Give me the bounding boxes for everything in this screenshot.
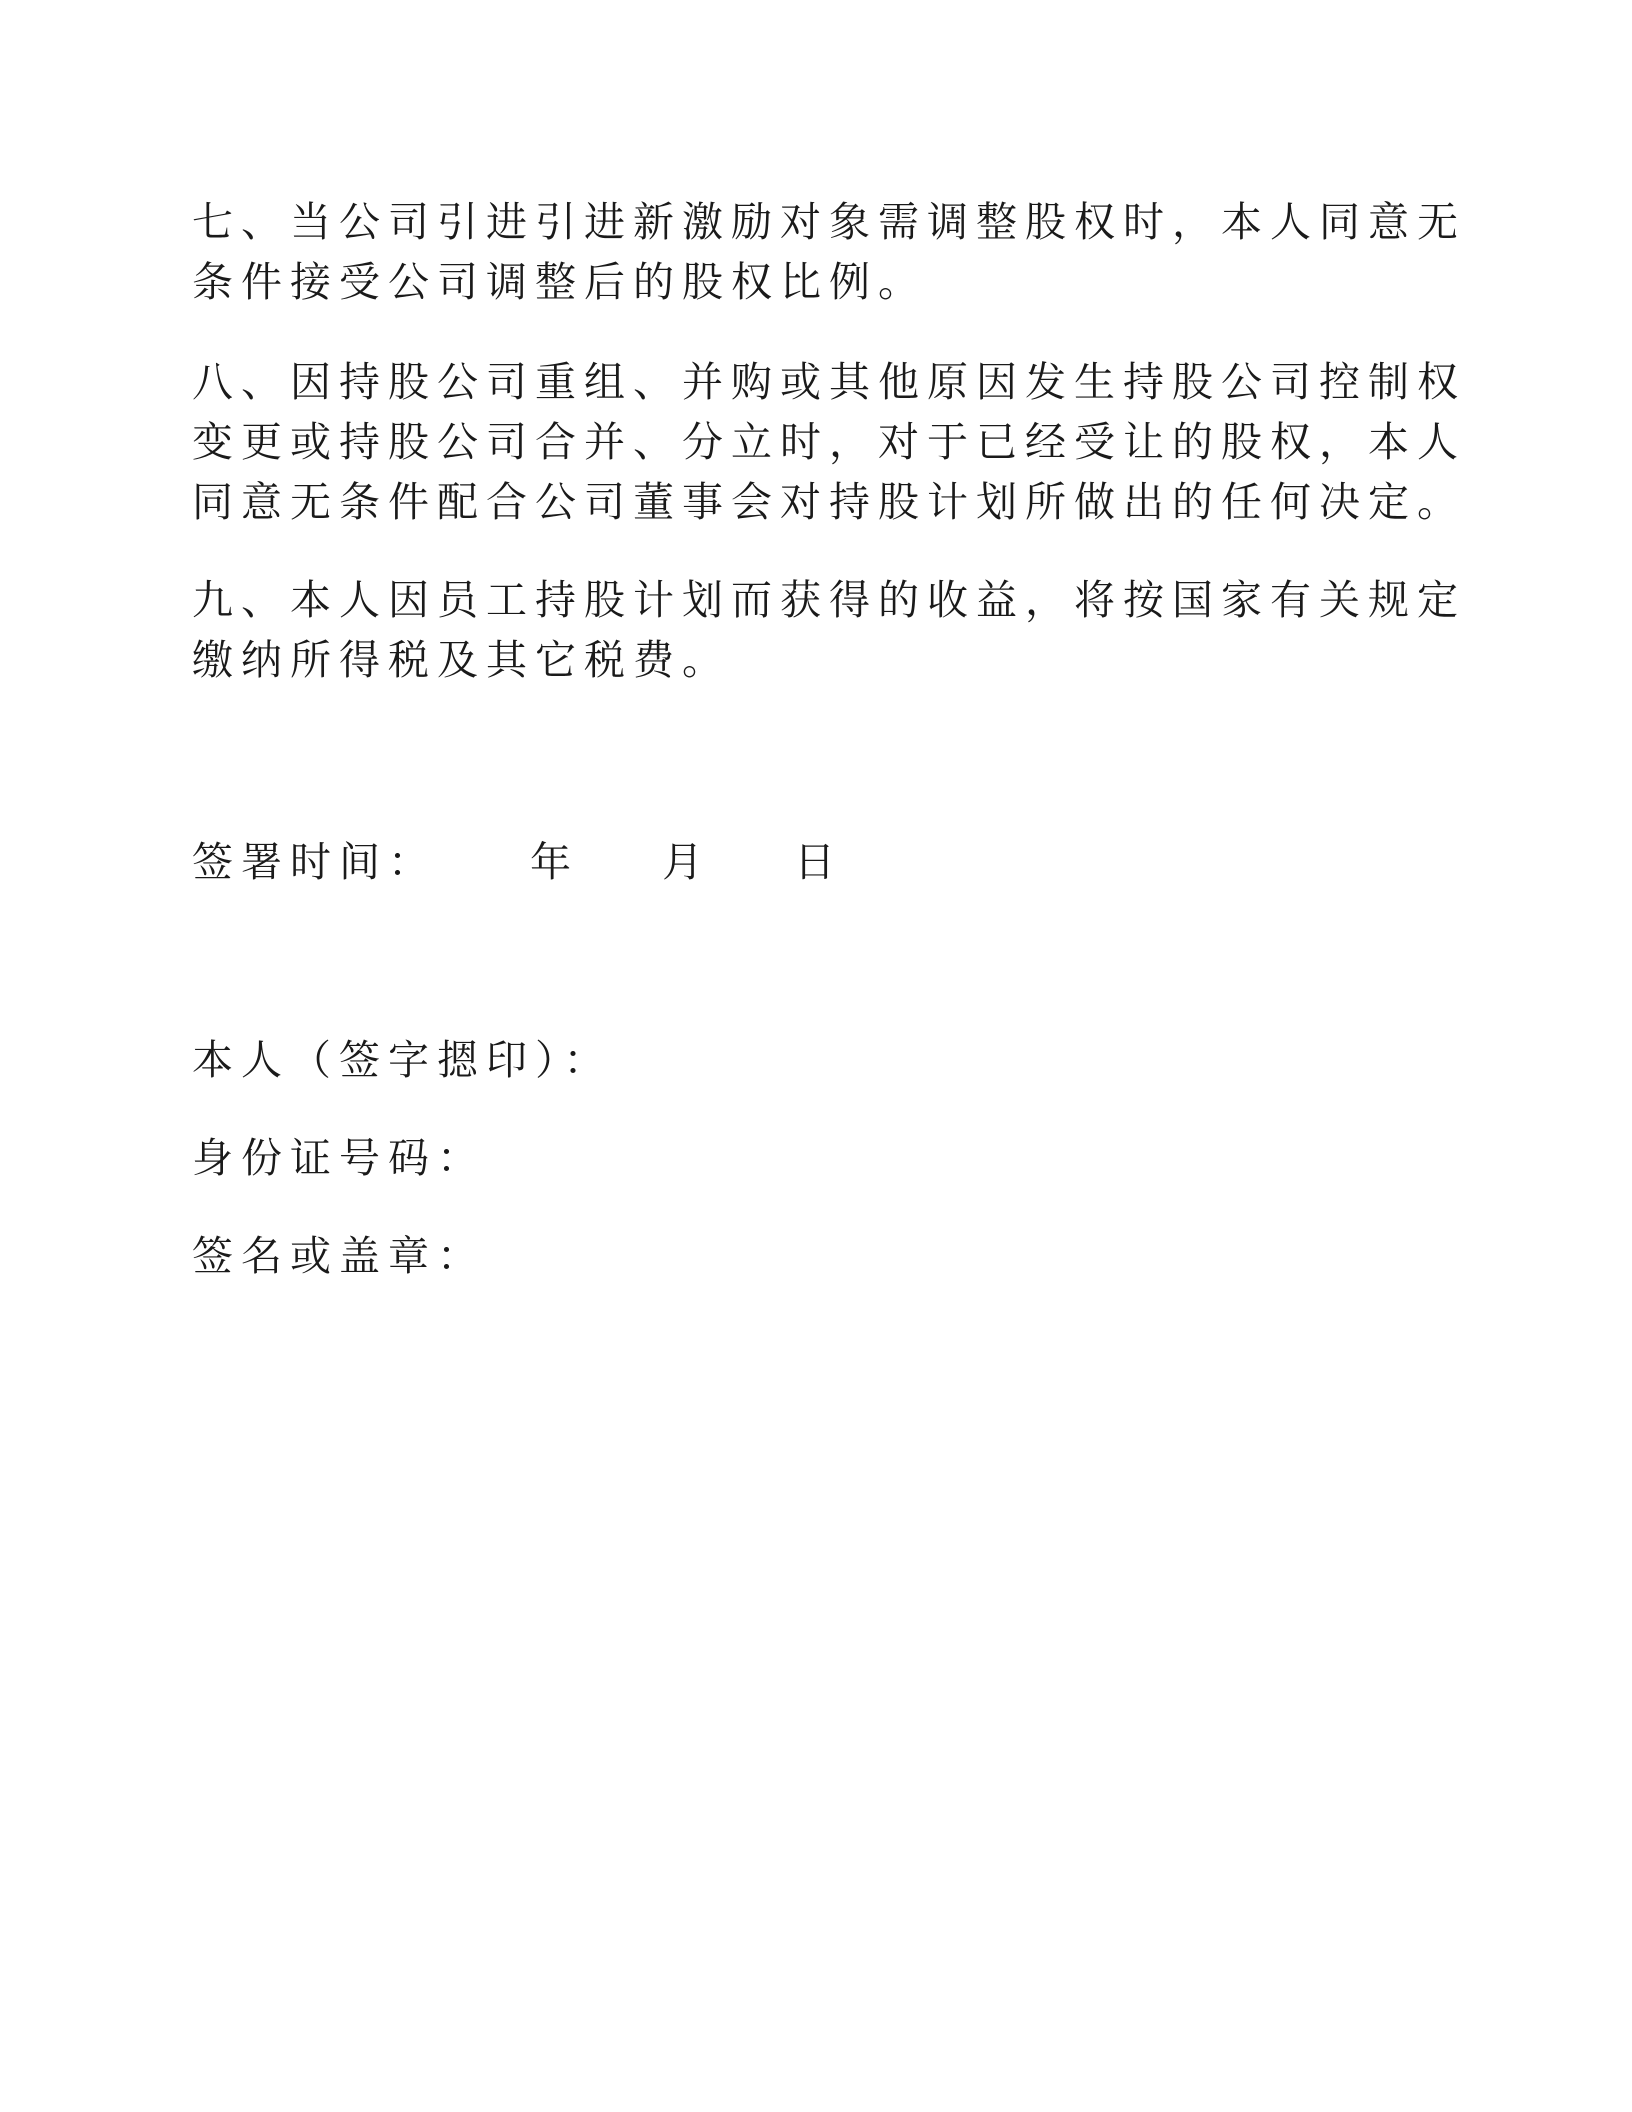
- signer-label: 本人（签字摁印）：: [192, 1036, 613, 1084]
- clause-8-line-3: 同意无条件配合公司董事会对持股计划所做出的任何决定。: [192, 478, 1466, 526]
- clause-7-line-1: 七、当公司引进引进新激励对象需调整股权时，本人同意无: [192, 198, 1466, 246]
- clause-9-line-1: 九、本人因员工持股计划而获得的收益，将按国家有关规定: [192, 576, 1466, 624]
- clause-8: [192, 352, 1466, 532]
- signing-date-label: 签署时间：: [192, 838, 437, 886]
- signing-month: 月: [662, 838, 712, 886]
- clause-9: [192, 570, 1466, 690]
- id-number-label: 身份证号码：: [192, 1134, 486, 1182]
- clause-7: [192, 192, 1466, 312]
- signing-day: 日: [794, 838, 844, 886]
- signature-seal-label: 签名或盖章：: [192, 1232, 486, 1280]
- clause-7-line-2: 条件接受公司调整后的股权比例。: [192, 258, 927, 306]
- clause-8-line-1: 八、因持股公司重组、并购或其他原因发生持股公司控制权: [192, 358, 1466, 406]
- signing-year: 年: [530, 838, 580, 886]
- signing-date-row: [192, 832, 843, 892]
- clause-9-line-2: 缴纳所得税及其它税费。: [192, 636, 731, 684]
- clause-8-line-2: 变更或持股公司合并、分立时，对于已经受让的股权，本人: [192, 418, 1466, 466]
